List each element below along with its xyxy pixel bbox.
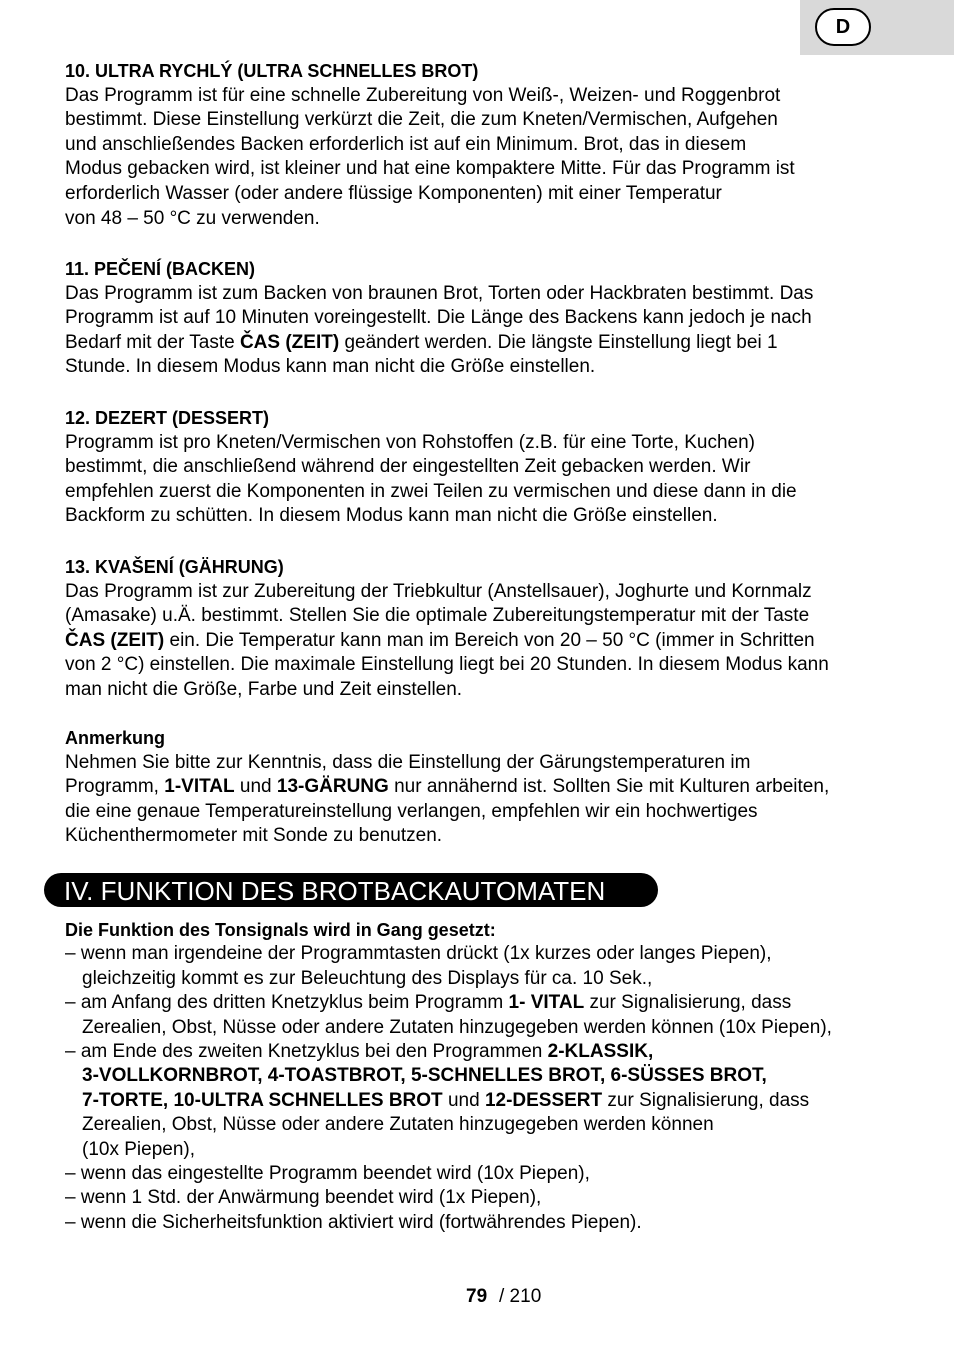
paragraph-line: Backform zu schütten. In diesem Modus kann man nicht die Größe einstellen.: [65, 505, 718, 527]
list-item-continuation: Zerealien, Obst, Nüsse oder andere Zutaten hinzugegeben werden können (10x Piepen),: [82, 1016, 832, 1038]
section-12-title: 12. DEZERT (DESSERT): [65, 408, 270, 428]
paragraph-line: Programm ist auf 10 Minuten voreingestellt. Die Länge des Backens kann jedoch je nach: [65, 307, 812, 329]
paragraph-line: Das Programm ist zur Zubereitung der Triebkultur (Anstellsauer), Joghurte und Kornmalz: [65, 580, 812, 602]
text-run: geändert werden. Die längste Einstellung liegt bei 1: [339, 331, 778, 353]
bold-term: 2-KLASSIK,: [547, 1041, 654, 1063]
paragraph-line: Das Programm ist zum Backen von braunen Brot, Torten oder Hackbraten bestimmt. Das: [65, 282, 814, 304]
signal-list: [65, 918, 915, 1235]
paragraph-line: Das Programm ist für eine schnelle Zubereitung von Weiß-, Weizen- und Roggenbrot: [65, 84, 781, 106]
paragraph-line: erforderlich Wasser (oder andere flüssige Komponenten) mit einer Temperatur: [65, 182, 722, 204]
bold-term: 12-DESSERT: [484, 1089, 603, 1111]
text-run: Programm,: [65, 776, 165, 798]
paragraph-line: Programm ist pro Kneten/Vermischen von Rohstoffen (z.B. für eine Torte, Kuchen): [65, 431, 755, 453]
bold-term: 1-VITAL: [164, 776, 235, 798]
list-item-continuation: Zerealien, Obst, Nüsse oder andere Zutaten hinzugegeben werden können: [82, 1114, 714, 1136]
paragraph-line: von 48 – 50 °C zu verwenden.: [65, 207, 320, 229]
text-run: – am Anfang des dritten Knetzyklus beim Programm: [65, 992, 509, 1014]
paragraph-line: man nicht die Größe, Farbe und Zeit einstellen.: [65, 678, 463, 700]
text-run: und: [442, 1089, 485, 1111]
bold-term: ČAS (ZEIT): [65, 629, 165, 651]
text-run: zur Signalisierung, dass: [602, 1089, 810, 1111]
text-run: nur annähernd ist. Sollten Sie mit Kulturen arbeiten,: [388, 776, 830, 798]
note-title: Anmerkung: [65, 728, 166, 748]
paragraph-line: bestimmt. Diese Einstellung verkürzt die Zeit, die zum Kneten/Vermischen, Aufgehen: [65, 109, 778, 131]
section-13: [65, 555, 905, 703]
list-item: – wenn die Sicherheitsfunktion aktiviert wird (fortwährendes Piepen).: [65, 1211, 642, 1233]
paragraph-line: [65, 331, 905, 356]
paragraph-line: [65, 629, 905, 654]
section-11-title: 11. PEČENÍ (BACKEN): [65, 259, 256, 279]
bold-term: 3-VOLLKORNBROT, 4-TOASTBROT, 5-SCHNELLES BROT, 6-SÜSSES BROT,: [82, 1065, 767, 1087]
list-item-continuation: [65, 1064, 915, 1088]
paragraph-line: Modus gebacken wird, ist kleiner und hat eine kompaktere Mitte. Für das Programm ist: [65, 158, 795, 180]
section-11: [65, 257, 905, 380]
paragraph-line: die eine genaue Temperatureinstellung verlangen, empfehlen wir ein hochwertiges: [65, 800, 758, 822]
list-item: – wenn das eingestellte Programm beendet wird (10x Piepen),: [65, 1163, 590, 1185]
list-item-continuation: (10x Piepen),: [82, 1138, 196, 1160]
section-10-title: 10. ULTRA RYCHLÝ (ULTRA SCHNELLES BROT): [65, 61, 479, 81]
note-section: [65, 726, 905, 849]
bold-term: 13-GÄRUNG: [276, 776, 389, 798]
list-item: – wenn man irgendeine der Programmtasten drückt (1x kurzes oder langes Piepen),: [65, 943, 772, 965]
list-intro: Die Funktion des Tonsignals wird in Gang gesetzt:: [65, 920, 496, 940]
section-13-title: 13. KVAŠENÍ (GÄHRUNG): [65, 557, 284, 577]
text-run: ein. Die Temperatur kann man im Bereich von 20 – 50 °C (immer in Schritten: [164, 629, 815, 651]
paragraph-line: bestimmt, die anschließend während der eingestellten Zeit gebacken werden. Wir: [65, 456, 751, 478]
page-number: 79: [466, 1286, 488, 1307]
list-item: – wenn 1 Std. der Anwärmung beendet wird (1x Piepen),: [65, 1187, 542, 1209]
paragraph-line: [65, 775, 905, 800]
list-item: [65, 991, 915, 1015]
language-tab: [800, 0, 954, 55]
section-12: [65, 406, 905, 529]
paragraph-line: von 2 °C) einstellen. Die maximale Einstellung liegt bei 20 Stunden. In diesem Modus kann: [65, 654, 829, 676]
paragraph-line: empfehlen zuerst die Komponenten in zwei Teilen zu vermischen und diese dann in die: [65, 480, 797, 502]
list-item: [65, 1040, 915, 1064]
paragraph-line: Küchenthermometer mit Sonde zu benutzen.: [65, 825, 443, 847]
bold-term: 7-TORTE, 10-ULTRA SCHNELLES BROT: [82, 1089, 443, 1111]
bold-term: ČAS (ZEIT): [239, 331, 340, 353]
chapter-heading: IV. FUNKTION DES BROTBACKAUTOMATEN: [44, 873, 658, 907]
paragraph-line: Nehmen Sie bitte zur Kenntnis, dass die Einstellung der Gärungstemperaturen im: [65, 751, 751, 773]
text-run: zur Signalisierung, dass: [584, 992, 792, 1014]
bold-term: 1- VITAL: [508, 992, 585, 1014]
text-run: und: [234, 776, 277, 798]
text-run: Bedarf mit der Taste: [65, 331, 240, 353]
paragraph-line: (Amasake) u.Ä. bestimmt. Stellen Sie die optimale Zubereitungstemperatur mit der Taste: [65, 605, 810, 627]
section-10: [65, 59, 905, 231]
page-total: / 210: [499, 1286, 542, 1307]
paragraph-line: und anschließendes Backen erforderlich ist auf ein Minimum. Brot, das in diesem: [65, 133, 747, 155]
list-item-continuation: gleichzeitig kommt es zur Beleuchtung des Displays für ca. 10 Sek.,: [82, 967, 653, 989]
language-badge: D: [815, 8, 871, 46]
list-item-continuation: [65, 1089, 915, 1113]
paragraph-line: Stunde. In diesem Modus kann man nicht die Größe einstellen.: [65, 356, 596, 378]
text-run: – am Ende des zweiten Knetzyklus bei den Programmen: [65, 1041, 548, 1063]
